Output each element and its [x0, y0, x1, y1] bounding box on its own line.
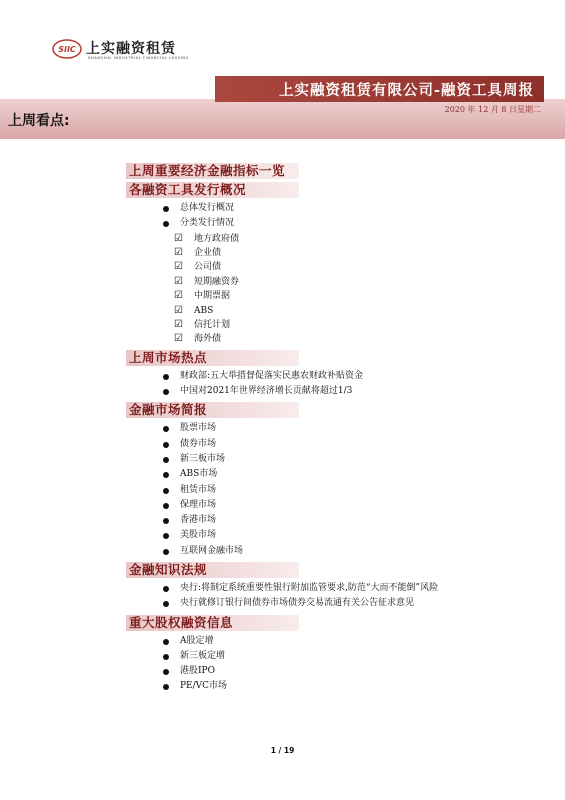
- list-item[interactable]: PE/VC市场: [126, 679, 456, 694]
- bullet-icon: [163, 639, 169, 645]
- bullet-icon: [163, 669, 169, 675]
- bullet-icon: [163, 549, 169, 555]
- list-item[interactable]: 保理市场: [126, 498, 456, 513]
- bullet-icon: [163, 426, 169, 432]
- checkbox-icon: ☑: [174, 290, 183, 302]
- section-label: 上周看点:: [8, 113, 70, 129]
- list-item[interactable]: 互联网金融市场: [126, 544, 456, 559]
- checkbox-icon: ☑: [174, 261, 183, 273]
- bullet-icon: [163, 206, 169, 212]
- bullet-icon: [163, 503, 169, 509]
- toc-list: [126, 201, 456, 347]
- list-item[interactable]: ☑ 公司债: [126, 260, 456, 274]
- list-item[interactable]: 新三板定增: [126, 649, 456, 664]
- checkbox-icon: ☑: [174, 304, 183, 316]
- bullet-icon: [163, 472, 169, 478]
- bullet-icon: [163, 389, 169, 395]
- logo-english-name: SHANGHAI INDUSTRIAL FINANCIAL LEASING: [88, 56, 189, 60]
- table-of-contents: [126, 160, 456, 695]
- toc-list: [126, 581, 456, 612]
- bullet-icon: [163, 601, 169, 607]
- list-item[interactable]: 债券市场: [126, 437, 456, 452]
- checkbox-icon: ☑: [174, 275, 183, 287]
- list-item[interactable]: ☑ 中期票据: [126, 289, 456, 303]
- report-banner: [215, 76, 544, 102]
- bullet-icon: [163, 654, 169, 660]
- toc-section-title[interactable]: 金融市场简报: [126, 402, 299, 418]
- checkbox-icon: ☑: [174, 318, 183, 330]
- bullet-icon: [163, 684, 169, 690]
- list-item[interactable]: ☑ 地方政府债: [126, 232, 456, 246]
- bullet-icon: [163, 457, 169, 463]
- list-item[interactable]: 央行:将制定系统重要性银行附加监管要求,防范“大而不能倒”风险: [126, 581, 470, 596]
- toc-list: [126, 634, 456, 695]
- svg-text:SIIC: SIIC: [58, 45, 76, 54]
- bullet-icon: [163, 586, 169, 592]
- list-item[interactable]: ABS市场: [126, 467, 456, 482]
- list-item[interactable]: 分类发行情况: [126, 216, 456, 231]
- toc-section-title[interactable]: 金融知识法规: [126, 562, 299, 578]
- toc-list: [126, 421, 456, 559]
- bullet-icon: [163, 221, 169, 227]
- toc-section-title[interactable]: 各融资工具发行概况: [126, 182, 299, 198]
- page-number: 1 / 19: [270, 746, 295, 755]
- list-item[interactable]: 财政部:五大举措督促落实民惠农财政补贴资金: [126, 369, 456, 384]
- bullet-icon: [163, 488, 169, 494]
- siic-logo-icon: [52, 38, 82, 60]
- list-item[interactable]: 香港市场: [126, 513, 456, 528]
- report-title: 上实融资租赁有限公司-融资工具周报: [278, 83, 534, 99]
- checkbox-icon: ☑: [174, 232, 183, 244]
- list-item[interactable]: 央行就修订银行间债券市场债券交易流通有关公告征求意见: [126, 596, 456, 611]
- toc-list: [126, 369, 456, 400]
- bullet-icon: [163, 374, 169, 380]
- checkbox-icon: ☑: [174, 246, 183, 258]
- list-item[interactable]: ☑ 短期融资券: [126, 275, 456, 289]
- list-item[interactable]: ☑ ABS: [126, 304, 456, 318]
- checkbox-icon: ☑: [174, 333, 183, 345]
- logo-chinese-name: 上实融资租赁: [86, 41, 176, 57]
- bullet-icon: [163, 533, 169, 539]
- bullet-icon: [163, 442, 169, 448]
- report-date: 2020 年 12 月 8 日星期二: [444, 105, 541, 114]
- list-item[interactable]: 中国对2021年世界经济增长贡献将超过1/3: [126, 384, 456, 399]
- toc-section-title[interactable]: 上周重要经济金融指标一览: [126, 163, 299, 179]
- list-item[interactable]: 港股IPO: [126, 664, 456, 679]
- list-item[interactable]: 股票市场: [126, 421, 456, 436]
- list-item[interactable]: ☑ 海外债: [126, 332, 456, 346]
- list-item[interactable]: ☑ 信托计划: [126, 318, 456, 332]
- list-item[interactable]: 租赁市场: [126, 483, 456, 498]
- bullet-icon: [163, 518, 169, 524]
- list-item[interactable]: 总体发行概况: [126, 201, 456, 216]
- list-item[interactable]: 新三板市场: [126, 452, 456, 467]
- toc-section-title[interactable]: 重大股权融资信息: [126, 615, 299, 631]
- list-item[interactable]: ☑ 企业债: [126, 246, 456, 260]
- company-logo: [52, 36, 192, 66]
- toc-section-title[interactable]: 上周市场热点: [126, 350, 299, 366]
- list-item[interactable]: 美股市场: [126, 528, 456, 543]
- list-item[interactable]: A股定增: [126, 634, 456, 649]
